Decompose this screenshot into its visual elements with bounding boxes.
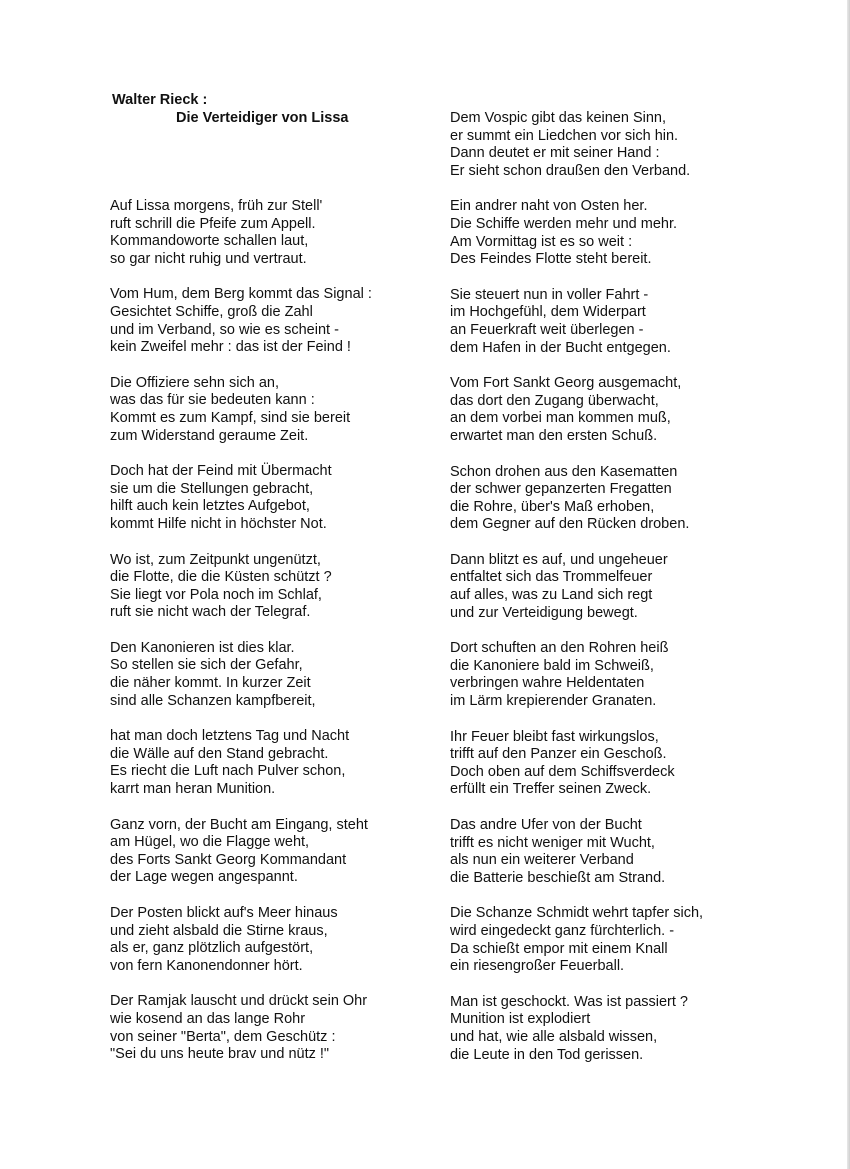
verse-line: ein riesengroßer Feuerball.	[450, 958, 625, 975]
verse-line: Ein andrer naht von Osten her.	[450, 198, 648, 215]
poem-title: Die Verteidiger von Lissa	[176, 110, 349, 126]
verse-line: Am Vormittag ist es so weit :	[450, 233, 633, 250]
verse-line: das dort den Zugang überwacht,	[450, 392, 659, 409]
stanza	[110, 552, 430, 622]
verse-line: von seiner "Berta", dem Geschütz :	[110, 1028, 336, 1045]
stanza	[110, 463, 430, 533]
verse-line: die Wälle auf den Stand gebracht.	[110, 745, 329, 762]
verse-line: hilft auch kein letztes Aufgebot,	[110, 498, 310, 515]
poem-right-column	[450, 110, 750, 1082]
verse-line: er summt ein Liedchen vor sich hin.	[450, 127, 679, 144]
verse-line: Die Offiziere sehn sich an,	[110, 374, 279, 391]
verse-line: trifft es nicht weniger mit Wucht,	[450, 834, 655, 851]
verse-line: Sie steuert nun in voller Fahrt -	[450, 286, 649, 303]
verse-line: die Rohre, über's Maß erhoben,	[450, 498, 655, 515]
verse-line: Es riecht die Luft nach Pulver schon,	[110, 763, 346, 780]
verse-line: karrt man heran Munition.	[110, 781, 276, 798]
verse-line: Kommandoworte schallen laut,	[110, 233, 309, 250]
stanza	[450, 905, 750, 975]
stanza	[110, 817, 430, 887]
verse-line: Die Schiffe werden mehr und mehr.	[450, 215, 678, 232]
verse-line: erwartet man den ersten Schuß.	[450, 427, 658, 444]
verse-line: als nun ein weiterer Verband	[450, 852, 634, 869]
verse-line: trifft auf den Panzer ein Geschoß.	[450, 746, 667, 763]
verse-line: entfaltet sich das Trommelfeuer	[450, 569, 653, 586]
verse-line: erfüllt ein Treffer seinen Zweck.	[450, 781, 652, 798]
verse-line: und hat, wie alle alsbald wissen,	[450, 1028, 658, 1045]
verse-line: Der Ramjak lauscht und drückt sein Ohr	[110, 993, 368, 1010]
verse-line: Schon drohen aus den Kasematten	[450, 463, 678, 480]
verse-line: so gar nicht ruhig und vertraut.	[110, 250, 307, 267]
verse-line: Da schießt empor mit einem Knall	[450, 940, 668, 957]
verse-line: Den Kanonieren ist dies klar.	[110, 639, 295, 656]
stanza	[110, 286, 430, 356]
verse-line: Gesichtet Schiffe, groß die Zahl	[110, 303, 313, 320]
verse-line: Dort schuften an den Rohren heiß	[450, 640, 669, 657]
verse-line: am Hügel, wo die Flagge weht,	[110, 834, 310, 851]
stanza	[450, 375, 750, 445]
stanza	[110, 375, 430, 445]
verse-line: Der Posten blickt auf's Meer hinaus	[110, 905, 338, 921]
verse-line: hat man doch letztens Tag und Nacht	[110, 728, 350, 745]
verse-line: auf alles, was zu Land sich regt	[450, 587, 653, 604]
stanza	[450, 110, 750, 180]
verse-line: Vom Fort Sankt Georg ausgemacht,	[450, 375, 682, 392]
verse-line: Dann deutet er mit seiner Hand :	[450, 145, 660, 162]
verse-line: Ihr Feuer bleibt fast wirkungslos,	[450, 728, 659, 745]
verse-line: an dem vorbei man kommen muß,	[450, 410, 671, 427]
verse-line: an Feuerkraft weit überlegen -	[450, 321, 644, 338]
verse-line: wie kosend an das lange Rohr	[110, 1010, 306, 1027]
verse-line: Auf Lissa morgens, früh zur Stell'	[110, 198, 323, 214]
verse-line: Man ist geschockt. Was ist passiert ?	[450, 993, 688, 1010]
poem-author: Walter Rieck :	[112, 92, 208, 108]
verse-line: und zieht alsbald die Stirne kraus,	[110, 922, 328, 939]
verse-line: Die Schanze Schmidt wehrt tapfer sich,	[450, 905, 704, 922]
stanza	[450, 287, 750, 357]
verse-line: Kommt es zum Kampf, sind sie bereit	[110, 409, 351, 426]
verse-line: zum Widerstand geraume Zeit.	[110, 427, 309, 444]
verse-line: im Hochgefühl, dem Widerpart	[450, 304, 646, 321]
verse-line: der schwer gepanzerten Fregatten	[450, 481, 672, 498]
stanza	[450, 729, 750, 799]
verse-line: was das für sie bedeuten kann :	[110, 392, 315, 409]
verse-line: Wo ist, zum Zeitpunkt ungenützt,	[110, 551, 321, 568]
verse-line: die Flotte, die die Küsten schützt ?	[110, 569, 332, 586]
verse-line: Vom Hum, dem Berg kommt das Signal :	[110, 286, 372, 303]
verse-line: dem Hafen in der Bucht entgegen.	[450, 339, 671, 356]
verse-line: kein Zweifel mehr : das ist der Feind !	[110, 339, 351, 356]
verse-line: im Lärm krepierender Granaten.	[450, 693, 657, 710]
verse-line: verbringen wahre Heldentaten	[450, 675, 645, 692]
verse-line: Das andre Ufer von der Bucht	[450, 817, 642, 833]
stanza	[450, 552, 750, 622]
stanza	[450, 640, 750, 710]
stanza	[450, 994, 750, 1064]
verse-line: Dann blitzt es auf, und ungeheuer	[450, 551, 668, 568]
verse-line: und zur Verteidigung bewegt.	[450, 604, 638, 621]
verse-line: die Leute in den Tod gerissen.	[450, 1046, 644, 1063]
verse-line: Doch oben auf dem Schiffsverdeck	[450, 763, 675, 780]
verse-line: und im Verband, so wie es scheint -	[110, 321, 339, 338]
poem-left-column	[110, 198, 430, 1082]
verse-line: sie um die Stellungen gebracht,	[110, 480, 314, 497]
verse-line: dem Gegner auf den Rücken droben.	[450, 516, 690, 533]
verse-line: die Batterie beschießt am Strand.	[450, 869, 666, 886]
stanza	[110, 905, 430, 975]
verse-line: der Lage wegen angespannt.	[110, 869, 298, 886]
verse-line: Munition ist explodiert	[450, 1011, 591, 1028]
verse-line: sind alle Schanzen kampfbereit,	[110, 692, 316, 709]
verse-line: Dem Vospic gibt das keinen Sinn,	[450, 110, 667, 126]
verse-line: von fern Kanonendonner hört.	[110, 957, 303, 974]
stanza	[110, 640, 430, 710]
verse-line: Sie liegt vor Pola noch im Schlaf,	[110, 586, 322, 603]
stanza	[110, 198, 430, 268]
verse-line: So stellen sie sich der Gefahr,	[110, 657, 303, 674]
stanza	[450, 817, 750, 887]
stanza	[450, 464, 750, 534]
verse-line: Des Feindes Flotte steht bereit.	[450, 251, 652, 268]
verse-line: ruft schrill die Pfeife zum Appell.	[110, 215, 316, 232]
verse-line: die näher kommt. In kurzer Zeit	[110, 675, 311, 692]
verse-line: des Forts Sankt Georg Kommandant	[110, 851, 347, 868]
verse-line: Er sieht schon draußen den Verband.	[450, 162, 691, 179]
verse-line: Doch hat der Feind mit Übermacht	[110, 463, 332, 480]
verse-line: als er, ganz plötzlich aufgestört,	[110, 940, 314, 957]
verse-line: Ganz vorn, der Bucht am Eingang, steht	[110, 816, 368, 833]
verse-line: die Kanoniere bald im Schweiß,	[450, 657, 654, 674]
stanza	[110, 993, 430, 1063]
verse-line: "Sei du uns heute brav und nütz !"	[110, 1046, 330, 1063]
stanza	[110, 728, 430, 798]
stanza	[450, 198, 750, 268]
verse-line: wird eingedeckt ganz fürchterlich. -	[450, 922, 675, 939]
verse-line: ruft sie nicht wach der Telegraf.	[110, 604, 311, 621]
verse-line: kommt Hilfe nicht in höchster Not.	[110, 515, 327, 532]
